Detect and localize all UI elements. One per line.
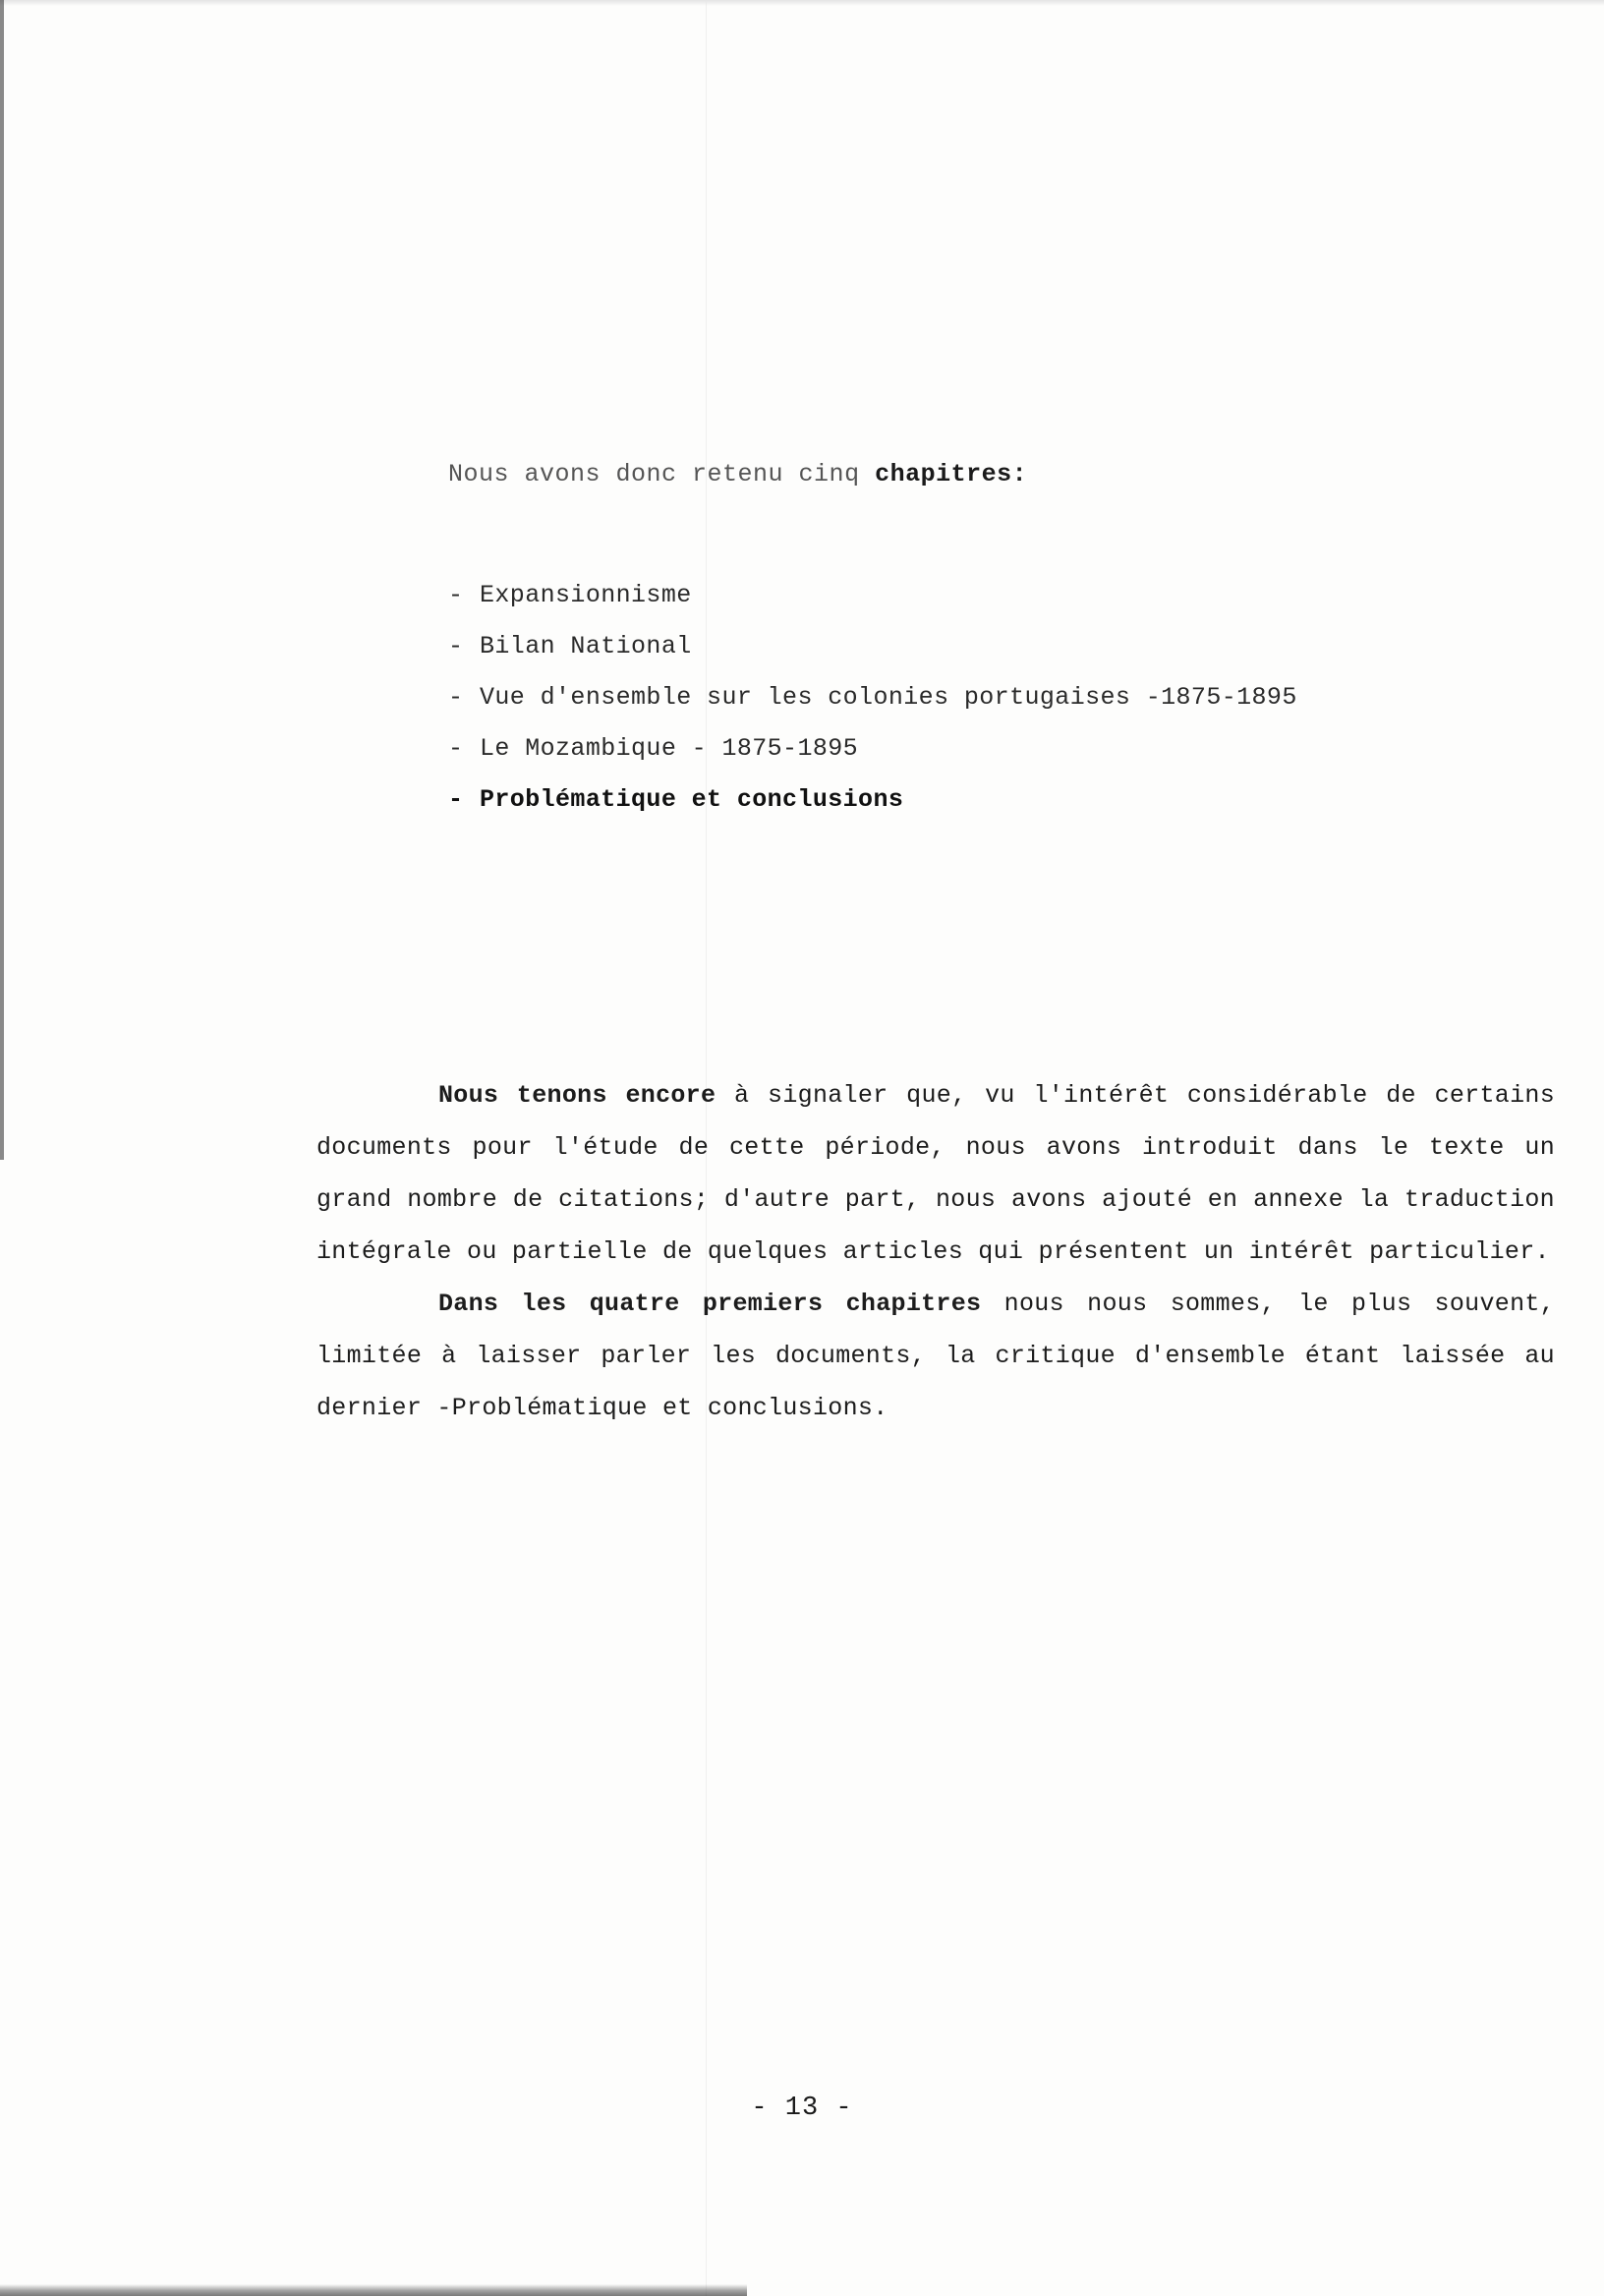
chapter-label: Expansionnisme: [480, 581, 692, 609]
chapter-label: Vue d'ensemble sur les colonies portugaises -1875-1895: [480, 683, 1297, 712]
chapter-item: [448, 723, 1297, 775]
chapter-item: [448, 570, 1297, 621]
page-number: - 13 -: [751, 2094, 853, 2123]
chapter-label: Problématique et conclusions: [480, 785, 904, 814]
scan-top-edge: [0, 0, 1604, 6]
paragraph: [316, 1069, 1555, 1278]
paragraph-text: à signaler que, vu l'intérêt considérable de certains documents pour l'étude de cette période, nous avons introduit dans le texte un grand nombre de citations; d'autre part, nous avons ajouté en annexe la traduction intégrale ou partielle de quelques articles qui présentent un intérêt particulier.: [316, 1081, 1555, 1266]
scan-left-edge: [0, 0, 4, 1160]
chapter-dash: -: [448, 581, 464, 609]
paragraph-text: nous nous sommes, le plus souvent, limitée à laisser parler les documents, la critique d'ensemble étant laissée au dernier -Problématique et conclusions.: [316, 1290, 1555, 1422]
scan-bottom-edge: [0, 2284, 747, 2296]
body-text: [316, 1069, 1555, 1434]
chapter-item: [448, 672, 1297, 723]
paragraph-lead: Dans les quatre premiers chapitres: [438, 1290, 982, 1318]
chapter-item: [448, 621, 1297, 672]
chapter-dash: -: [448, 683, 464, 712]
intro-text: Nous avons donc retenu cinq: [448, 460, 860, 488]
paragraph: [316, 1278, 1555, 1434]
chapter-dash: -: [448, 632, 464, 660]
intro-emphasis: chapitres:: [875, 460, 1028, 488]
chapter-label: Bilan National: [480, 632, 692, 660]
chapter-list: [448, 570, 1297, 826]
chapter-dash: -: [448, 785, 464, 814]
chapter-dash: -: [448, 734, 464, 763]
paragraph-lead: Nous tenons encore: [438, 1081, 716, 1110]
intro-sentence: [448, 460, 1027, 488]
chapter-label: Le Mozambique - 1875-1895: [480, 734, 859, 763]
chapter-item: [448, 775, 1297, 826]
